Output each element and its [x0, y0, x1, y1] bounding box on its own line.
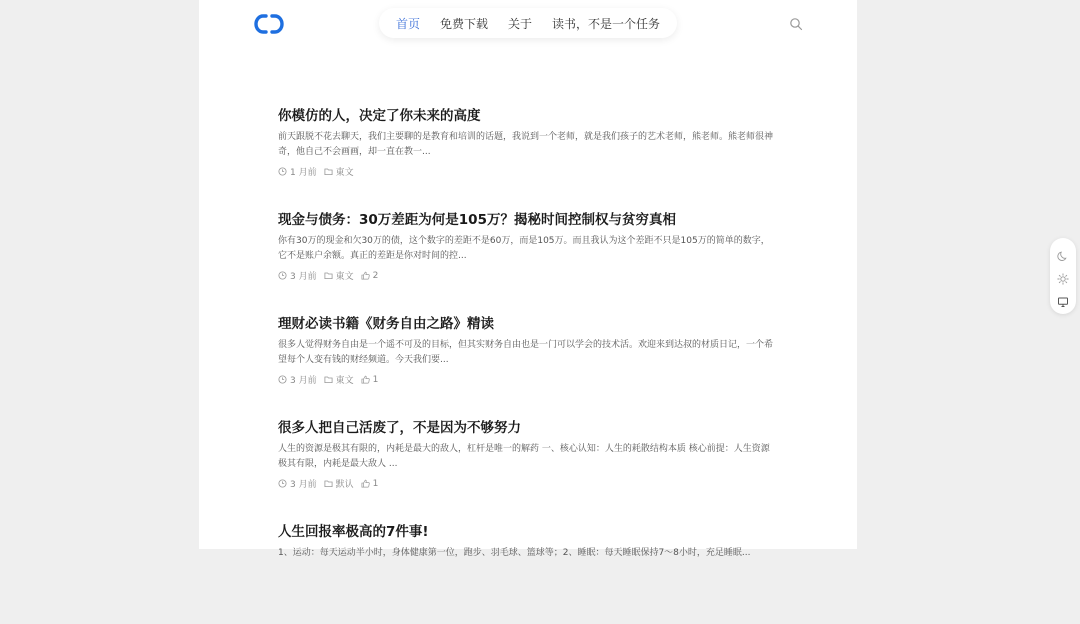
- post-time: [278, 269, 317, 282]
- post-title[interactable]: 很多人把自己活废了，不是因为不够努力: [278, 420, 521, 436]
- post-category[interactable]: [324, 269, 354, 282]
- moon-icon[interactable]: [1057, 247, 1069, 259]
- post-meta: [278, 477, 778, 490]
- nav-home[interactable]: 首页: [395, 16, 420, 31]
- sun-icon[interactable]: [1057, 270, 1069, 282]
- post-category[interactable]: [324, 477, 354, 490]
- post-item: [278, 104, 778, 208]
- clock-icon: [278, 479, 287, 488]
- post-excerpt: 1、运动：每天运动半小时，身体健康第一位，跑步、羽毛球、篮球等；2、睡眠：每天睡眠保持7～8小时，充足睡眠...: [278, 548, 751, 558]
- clock-icon: [278, 167, 287, 176]
- monitor-icon[interactable]: [1057, 293, 1069, 305]
- post-category-text: 東文: [335, 168, 354, 178]
- post-likes[interactable]: [361, 375, 379, 385]
- post-excerpt: 你有30万的现金和欠30万的债，这个数字的差距不是60万，而是105万。而且我认为这个差距不只是105万的简单的数字，它不是账户余额。真正的差距是你对时间的控...: [278, 236, 770, 261]
- post-category-text: 默认: [335, 480, 354, 490]
- post-meta: [278, 373, 778, 386]
- post-likes-count: 2: [372, 270, 379, 281]
- post-time-text: 3 月前: [290, 480, 317, 490]
- post-meta: [278, 269, 778, 282]
- display-mode-toolbar: [1050, 238, 1076, 314]
- folder-icon: [324, 375, 333, 384]
- folder-icon: [324, 479, 333, 488]
- main-nav: [379, 8, 677, 38]
- post-title[interactable]: 理财必读书籍《财务自由之路》精读: [278, 316, 494, 332]
- post-item: [278, 416, 778, 520]
- folder-icon: [324, 167, 333, 176]
- post-excerpt: 前天跟脱不花去聊天，我们主要聊的是教育和培训的话题，我说到一个老师，就是我们孩子的艺术老师，熊老师。熊老师很神奇，他自己不会画画，却一直在教一...: [278, 132, 774, 157]
- post-meta: [278, 165, 778, 178]
- post-category[interactable]: [324, 373, 354, 386]
- post-likes-count: 1: [372, 374, 379, 385]
- clock-icon: [278, 375, 287, 384]
- post-list: [278, 104, 778, 624]
- folder-icon: [324, 271, 333, 280]
- post-excerpt: 很多人觉得财务自由是一个遥不可及的目标，但其实财务自由也是一门可以学会的技术活。欢迎来到达叔的材质日记，一个希望每个人变有钱的财经频道。今天我们要...: [278, 340, 774, 365]
- post-category[interactable]: [324, 165, 354, 178]
- nav-reading[interactable]: 读书，不是一个任务: [552, 16, 661, 31]
- post-likes[interactable]: [361, 479, 379, 489]
- post-title[interactable]: 你模仿的人，决定了你未来的高度: [278, 108, 481, 124]
- post-time-text: 1 月前: [290, 168, 317, 178]
- thumbs-up-icon: [361, 271, 370, 280]
- post-excerpt: 人生的资源是极其有限的，内耗是最大的敌人，杠杆是唯一的解药 一、核心认知：人生的耗散结构本质 核心前提：人生资源极其有限，内耗是最大敌人 ...: [278, 444, 770, 469]
- post-category-text: 東文: [335, 272, 354, 282]
- post-likes[interactable]: [361, 271, 379, 281]
- nav-free-download[interactable]: 免费下载: [439, 16, 488, 31]
- post-item: [278, 208, 778, 312]
- post-time-text: 3 月前: [290, 376, 317, 386]
- search-icon[interactable]: [789, 17, 803, 31]
- thumbs-up-icon: [361, 375, 370, 384]
- post-time: [278, 165, 317, 178]
- post-title[interactable]: 人生回报率极高的7件事!: [278, 524, 429, 540]
- site-logo[interactable]: [254, 12, 284, 36]
- post-item: [278, 312, 778, 416]
- nav-about[interactable]: 关于: [508, 16, 533, 31]
- post-time: [278, 373, 317, 386]
- main-page: [199, 0, 857, 558]
- thumbs-up-icon: [361, 479, 370, 488]
- post-title[interactable]: 现金与债务：30万差距为何是105万？揭秘时间控制权与贫穷真相: [278, 212, 676, 228]
- post-likes-count: 1: [372, 478, 379, 489]
- post-time: [278, 477, 317, 490]
- post-category-text: 東文: [335, 376, 354, 386]
- clock-icon: [278, 271, 287, 280]
- post-time-text: 3 月前: [290, 272, 317, 282]
- post-item: [278, 520, 778, 624]
